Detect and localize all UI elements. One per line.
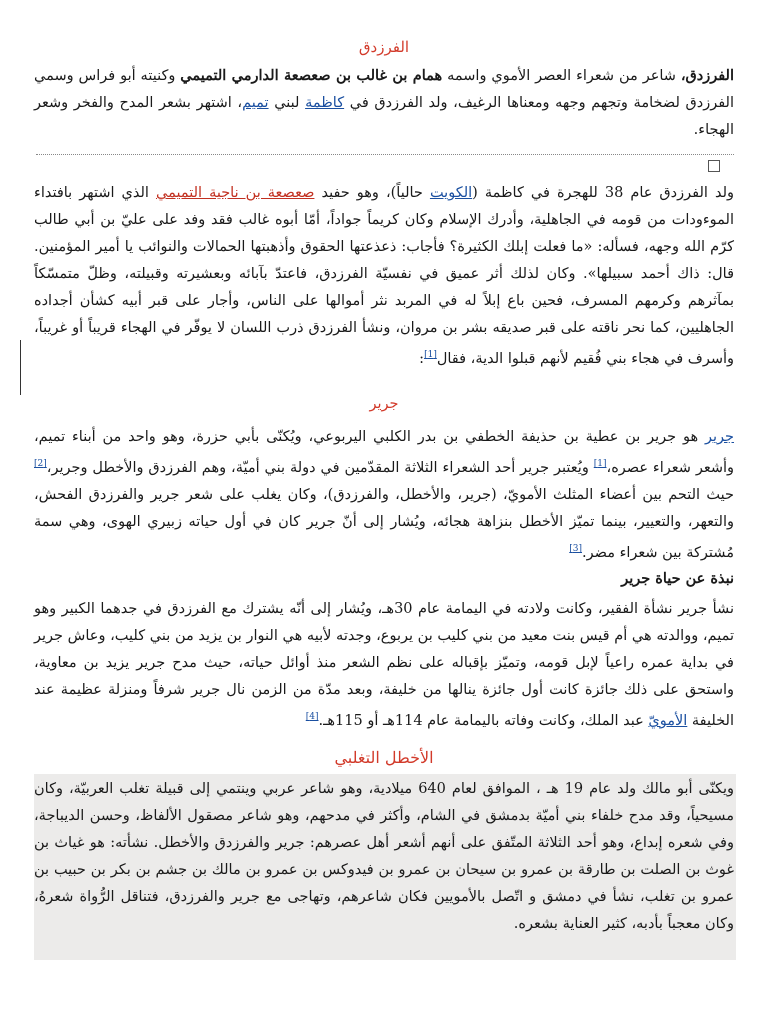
link-sasaa[interactable]: صعصعة بن ناجية التميمي (155, 185, 315, 201)
heading-jarir: جرير (369, 396, 399, 412)
text-cursor (20, 340, 21, 395)
page-title: الفرزدق (358, 38, 410, 56)
full-name: همام بن غالب بن صعصعة الدارمي التميمي (180, 67, 443, 84)
link-tamim[interactable]: تميم (242, 95, 269, 111)
reference-1[interactable]: [1] (593, 459, 607, 469)
biography-paragraph: ولد الفرزدق عام 38 للهجرة في كاظمة (الكويت حالياً)، وهو حفيد صعصعة بن ناجية التميمي الذي اشتهر بافتداء الموءودات من قومه في الجاهلية، وأدرك الإسلام وكان كريماً جواداً، أمّا أبوه غالب فقد وفد على عليّ بن أبي طالب كرّم الله وجهه، فسأله: «ما فعلت إبلك الكثيرة؟ فأجاب: ذعذعتها الحقوق وأذهبتها الحمالات والنوائب يا أمير المؤمنين. قال: ذاك أحمد سبيلها». وكان لذلك أثر عميق في نفسيّة الفرزدق، فاعتدّ بآبائه وبعشيرته وقبيلته، وظلّ متمسّكاً بمآثرهم وكرمهم المسرف، فحين باع إبلاً له في المربد نثر أموالها على الناس، وأجار على قبر أبيه كشأن أجداده الجاهليين، كما نحر ناقته على قبر صديقه بشر بن مروان، ونشأ الفرزدق ذرب اللسان لا يوفّر في الهجاء قريباً أو غريباً، وأسرف في هجاء بني فُقيم لأنهم قبلوا الدية، فقال[1]: (34, 185, 734, 367)
akhtal-paragraph: ويكنّى أبو مالك ولد عام 19 هـ ، الموافق لعام 640 ميلادية، وهو شاعر عربي وينتمي إلى قبيلة تغلب العربيّة، وكان مسيحياً، وقد مدح خلفاء بني أميّة بدمشق في الشام، وأكثر في مدحهم، وهو شاعر مصقول الألفاظ، وحسن الديباجة، وفي شعره إبداع، وهو أحد الثلاثة المتّفق على أنهم أشعر أهل عصرهم: جرير والفرزدق والأخطل. نشأته: هو غياث بن غوث بن الصلت بن طارقة بن عمرو بن سيحان بن عمرو بن فيدوكس بن عمرو بن مالك بن جشم بن بكر بن حبيب بن عمرو بن تغلب، نشأ في دمشق و اتّصل بالأمويين فكان شاعرهم، وتهاجى مع جرير والفرزدق، فتناقل الرُّواة شعرهُ، وكان معجباً بأدبه، كثير العناية بشعره. (34, 781, 735, 932)
intro-paragraph: الفرزدق، شاعر من شعراء العصر الأموي واسمه همام بن غالب بن صعصعة الدارمي التميمي وكنيته أبو فراس وسمي الفرزدق لضخامة وتجهم وجهه ومعناها الرغيف، ولد الفرزدق في كاظمة لبني تميم، اشتهر بشعر المدح والفخر وشعر الهجاء. (34, 67, 734, 138)
link-umawi[interactable]: الأمويّ (648, 712, 688, 729)
reference-4[interactable]: [4] (305, 712, 319, 722)
heading-akhtal: الأخطل التغلبي (334, 748, 434, 767)
checkbox-icon[interactable] (708, 160, 720, 172)
link-kuwait[interactable]: الكويت (429, 185, 473, 201)
lead-term: الفرزدق، (680, 67, 734, 84)
subheading-jarir-life: نبذة عن حياة جرير (621, 570, 734, 587)
link-kazimah[interactable]: كاظمة (305, 95, 345, 111)
reference-1[interactable]: [1] (424, 350, 437, 360)
link-jarir[interactable]: جرير (705, 429, 734, 445)
reference-2[interactable]: [2] (34, 459, 47, 469)
reference-3[interactable]: [3] (569, 543, 583, 554)
jarir-life-paragraph: نشأ جرير نشأة الفقير، وكانت ولادته في اليمامة عام 30هـ، ويُشار إلى أنّه يشترك مع الفرزدق في جدهما الكبير وهو تميم، ووالدته هي أم قيس بنت معيد من بني كليب بن يربوع، وجدته لأبيه هي النوار بن يزيد من بني كليب، وعاش جرير في بداية عمره راعياً لإبل قومه، وتميّز بإقباله على نظم الشعر منذ أوائل حياته، حيث مدح جرير يزيد بن معاوية، واستحق على ذلك جائزة كانت أول جائزة ينالها من خليفة، وبعد مدّة من الزمن نال جرير شرفاً ومنزلة عظيمة عند الخليفة الأمويّ عبد الملك، وكانت وفاته باليمامة عام 114هـ أو 115هـ.[4] (34, 601, 734, 729)
jarir-paragraph: جرير هو جرير بن عطية بن حذيفة الخطفي بن بدر الكلبي اليربوعي، ويُكنّى بأبي حزرة، وهو واحد من أبناء تميم، وأشعر شعراء عصره،[1] ويُعتبر جرير أحد الشعراء الثلاثة المقدّمين في دولة بني أميّة، وهم الفرزدق والأخطل وجرير،[2] حيث التحم بين أعضاء المثلث الأمويّ، (جرير، والأخطل، والفرزدق)، وكان يغلب على شعر جرير والفرزدق الفحش، والتعهر، والتعيير، بينما تميّز الأخطل بنزاهة هجائه، ويُشار إلى أنّ جرير كان في أول حياته زبيري الهوى، وهي سمة مُشتركة بين شعراء مضر.[3] (34, 429, 735, 561)
section-divider (36, 154, 734, 156)
